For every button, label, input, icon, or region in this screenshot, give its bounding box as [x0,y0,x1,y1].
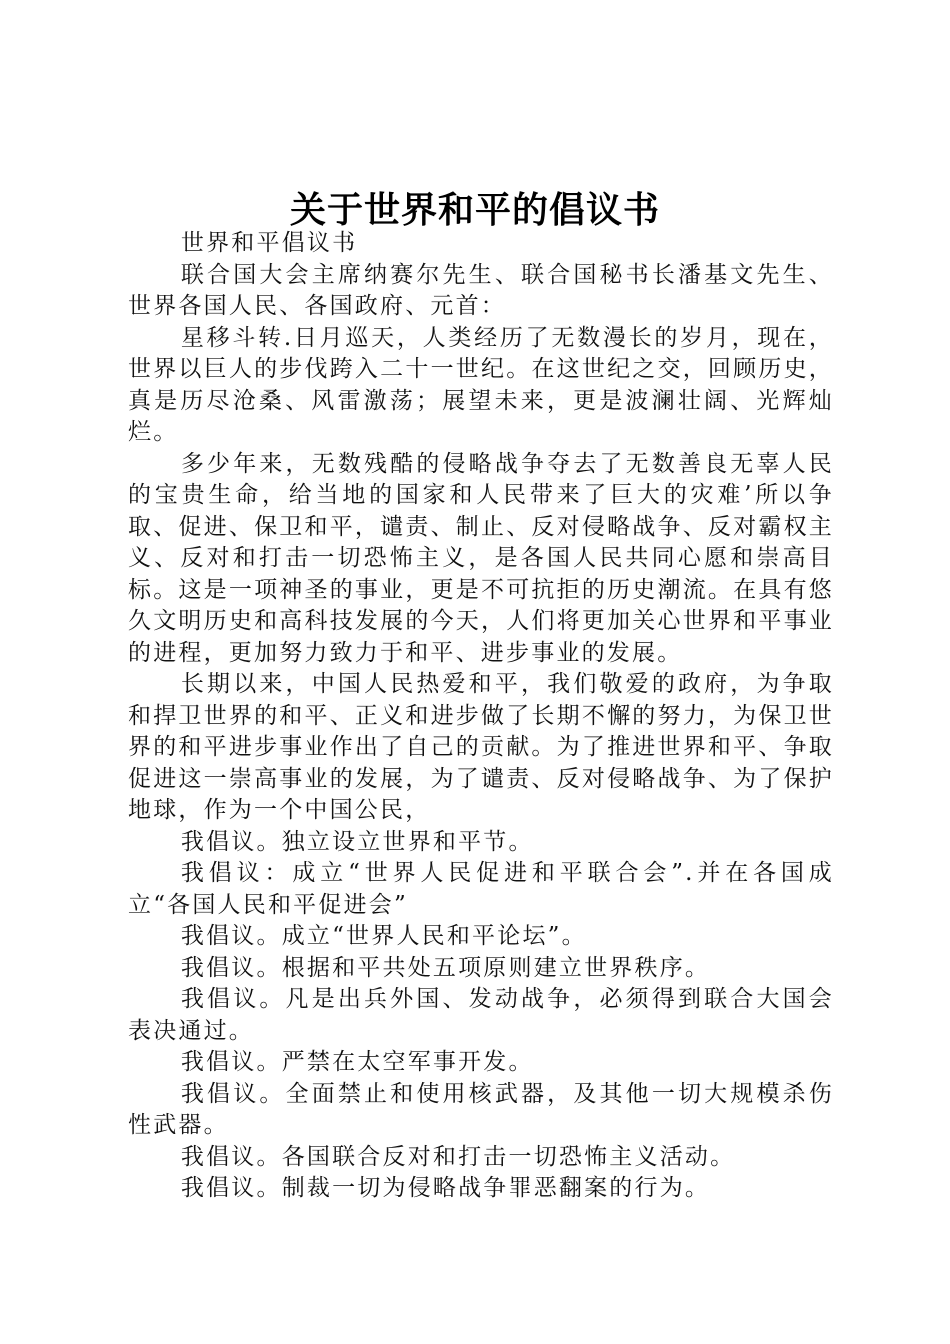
paragraph-intro: 星移斗转.日月巡天，人类经历了无数漫长的岁月，现在，世界以巨人的步伐跨入二十一世纪。在这世纪之交，回顾历史，真是历尽沧桑、风雷激荡；展望未来，更是波澜壮阔、光辉灿烂。 [128,324,834,445]
proposal-item: 我倡议。严禁在太空军事开发。 [180,1049,534,1075]
paragraph-history: 多少年来，无数残酷的侵略战争夺去了无数善良无辜人民的宝贵生命，给当地的国家和人民带来了巨大的灾难’所以争取、促进、保卫和平，谴责、制止、反对侵略战争、反对霸权主义、反对和打击一切恐怖主义，是各国人民共同心愿和崇高目标。这是一项神圣的事业，更是不可抗拒的历史潮流。在具有悠久文明历史和高科技发展的今天，人们将更加关心世界和平事业的进程，更加努力致力于和平、进步事业的发展。 [128,450,834,666]
proposal-item: 我倡议。成立“世界人民和平论坛”。 [180,923,587,949]
proposal-item: 我倡议。独立设立世界和平节。 [180,828,534,855]
proposal-item: 我倡议：成立“世界人民促进和平联合会”.并在各国成立“各国人民和平促进会” [128,860,834,918]
paragraph-china: 长期以来，中国人民热爱和平，我们敬爱的政府，为争取和捍卫世界的和平、正义和进步做了长期不懈的努力，为保卫世界的和平进步事业作出了自己的贡献。为了推进世界和平、争取促进这一崇高事业的发展，为了谴责、反对侵略战争、为了保护地球，作为一个中国公民， [128,671,834,823]
proposal-item: 我倡议。制裁一切为侵略战争罪恶翻案的行为。 [180,1175,711,1201]
paragraph-salutation: 联合国大会主席纳赛尔先生、联合国秘书长潘基文先生、世界各国人民、各国政府、元首： [128,261,834,319]
proposal-item: 我倡议。各国联合反对和打击一切恐怖主义活动。 [180,1143,736,1170]
paragraph-heading: 世界和平倡议书 [180,230,358,256]
proposal-item: 我倡议。全面禁止和使用核武器，及其他一切大规模杀伤性武器。 [128,1080,834,1138]
proposal-item: 我倡议。根据和平共处五项原则建立世界秩序。 [180,954,711,981]
document-title: 关于世界和平的倡议书 [289,189,660,231]
document-body [128,228,834,1205]
proposal-item: 我倡议。凡是出兵外国、发动战争，必须得到联合大国会表决通过。 [128,986,834,1044]
